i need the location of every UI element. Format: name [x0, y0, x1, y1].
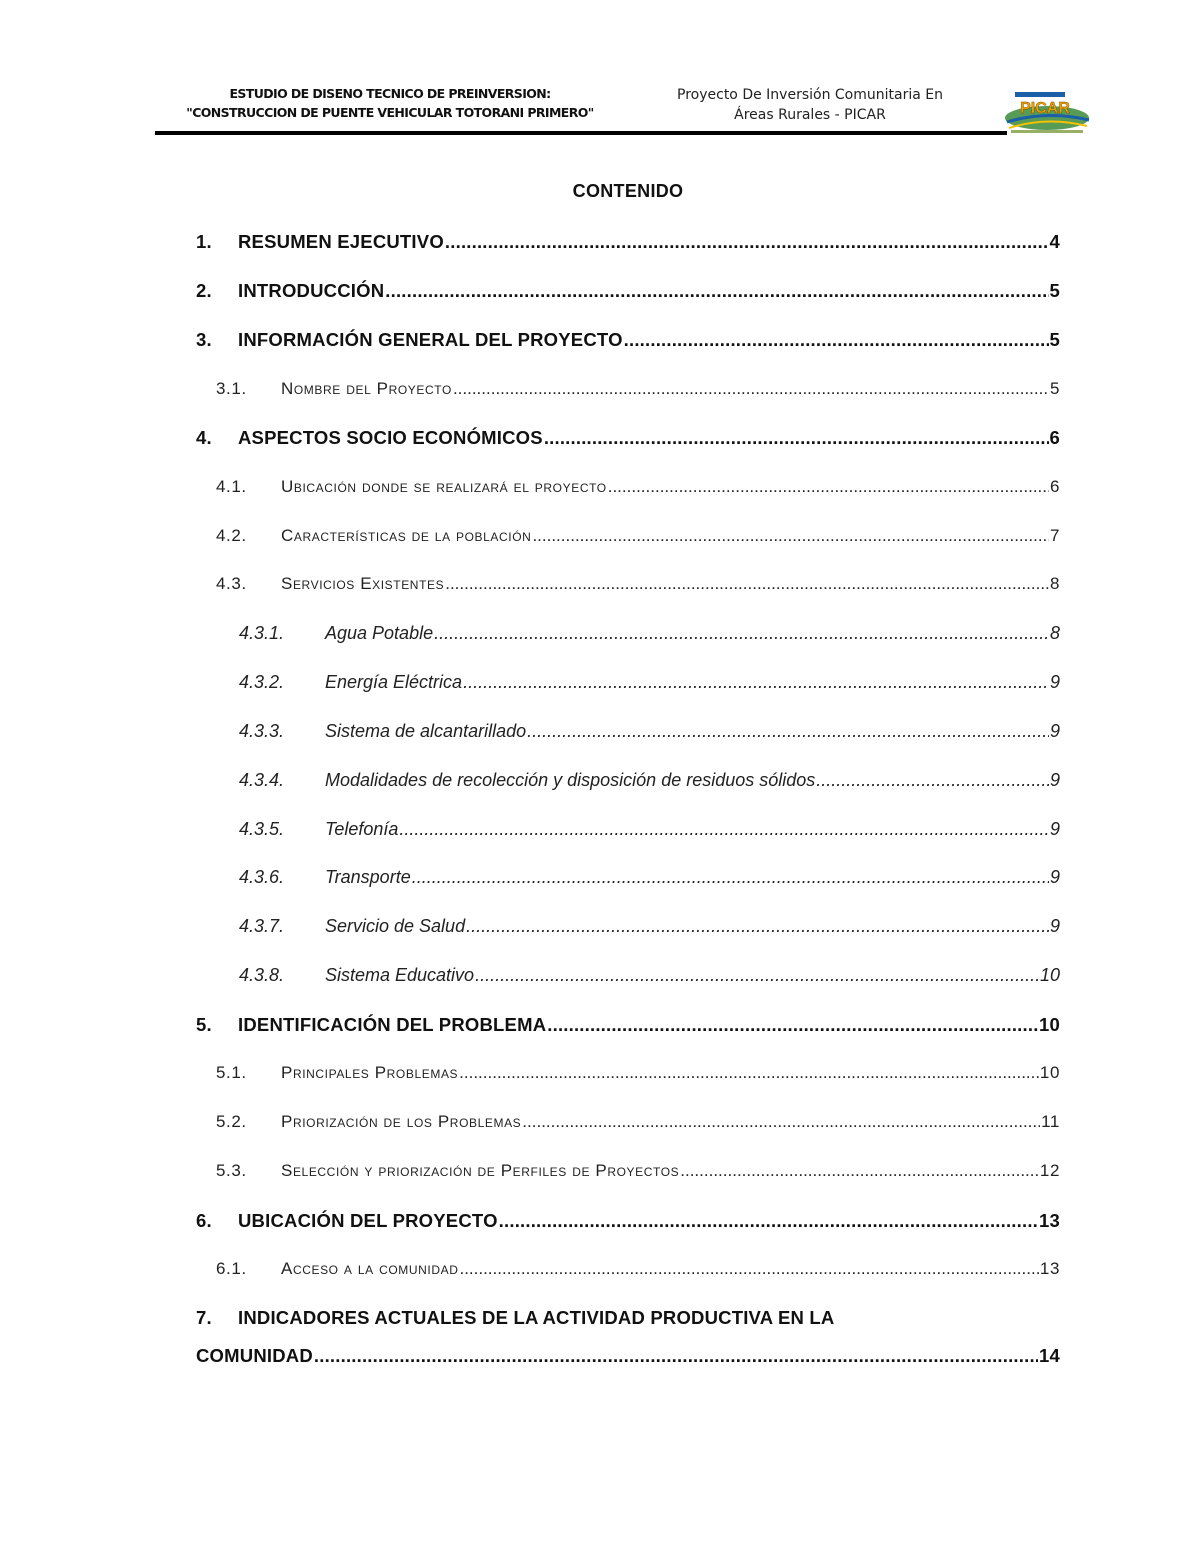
toc-entry-text: Transporte [325, 867, 411, 887]
toc-entry-page: 5 [1049, 280, 1060, 301]
toc-entry-number: 6. [196, 1210, 212, 1231]
toc-entry[interactable] [0, 867, 1200, 893]
toc-entry-text: INFORMACIÓN GENERAL DEL PROYECTO [238, 329, 623, 350]
toc-entry-number: 5. [196, 1014, 212, 1035]
toc-entry-page: 5 [1049, 379, 1060, 398]
toc-entry-page: 10 [1039, 1063, 1060, 1082]
toc-entry-page: 8 [1049, 623, 1060, 643]
toc-entry-number: 5.3. [216, 1161, 247, 1180]
dot-leader [499, 1210, 1038, 1232]
toc-entry[interactable] [0, 1259, 1200, 1285]
toc-entry[interactable] [0, 1014, 1200, 1040]
toc-entry[interactable] [0, 1210, 1200, 1236]
dot-leader [522, 1112, 1040, 1132]
dot-leader [445, 574, 1049, 594]
toc-entry-page: 8 [1049, 574, 1060, 593]
toc-entry-page: 10 [1039, 1014, 1060, 1035]
toc-entry-page: 9 [1049, 867, 1060, 887]
toc-entry[interactable] [0, 916, 1200, 942]
dot-leader [816, 770, 1049, 791]
toc-entry-page: 9 [1049, 672, 1060, 692]
toc-entry-number: 4.3. [216, 574, 247, 593]
toc-entry[interactable] [0, 477, 1200, 503]
toc-entry-number: 4.3.7. [239, 916, 285, 936]
toc-entry-number: 1. [196, 231, 212, 252]
toc-entry-text: Energía Eléctrica [325, 672, 463, 692]
toc-entry-text: Sistema Educativo [325, 965, 475, 985]
toc-entry-page: 9 [1049, 916, 1060, 936]
toc-entry[interactable] [0, 280, 1200, 306]
toc-entry-page: 9 [1049, 721, 1060, 741]
toc-entry-last-line2[interactable] [196, 1345, 1060, 1367]
toc-entry-page: 9 [1049, 819, 1060, 839]
header-study-line1: ESTUDIO DE DISENO TECNICO DE PREINVERSION: [229, 86, 551, 101]
toc-entry-text: COMUNIDAD [196, 1345, 313, 1366]
toc-entry-text: Servicio de Salud [325, 916, 466, 936]
toc-entry[interactable] [0, 574, 1200, 600]
header-study-title [150, 84, 630, 122]
dot-leader [459, 1259, 1038, 1279]
toc-entry-last-line1[interactable] [196, 1307, 834, 1329]
toc-entry-page: 4 [1049, 231, 1060, 252]
toc-entry-text: Servicios Existentes [281, 574, 445, 593]
toc-entry-text: Ubicación donde se realizará el proyecto [281, 477, 607, 496]
toc-entry-number: 4.3.4. [239, 770, 285, 790]
toc-entry-text: Agua Potable [325, 623, 434, 643]
dot-leader [544, 427, 1049, 449]
toc-entry-page: 13 [1039, 1259, 1060, 1278]
toc-entry[interactable] [0, 427, 1200, 453]
toc-entry-text: Características de la población [281, 526, 532, 545]
toc-entry-number: 4.3.8. [239, 965, 285, 985]
toc-entry-number: 4.3.1. [239, 623, 285, 643]
dot-leader [314, 1345, 1038, 1367]
toc-entry-page: 7 [1049, 526, 1060, 545]
toc-entry-page: 6 [1049, 427, 1060, 448]
toc-entry-page: 9 [1049, 770, 1060, 790]
toc-entry-text: IDENTIFICACIÓN DEL PROBLEMA [238, 1014, 547, 1035]
dot-leader [532, 526, 1049, 546]
toc-entry-number: 4. [196, 427, 212, 448]
toc-entry-page: 6 [1049, 477, 1060, 496]
toc-entry-number: 4.1. [216, 477, 247, 496]
toc-entry-text: Modalidades de recolección y disposición de residuos sólidos [325, 770, 816, 790]
toc-title: CONTENIDO [572, 181, 684, 201]
toc-entry[interactable] [0, 1112, 1200, 1138]
dot-leader [463, 672, 1049, 693]
dot-leader [608, 477, 1049, 497]
dot-leader [680, 1161, 1039, 1181]
toc-entry[interactable] [0, 1063, 1200, 1089]
toc-entry-page: 14 [1039, 1345, 1060, 1366]
picar-logo-text: PICAR [1020, 100, 1070, 117]
toc-entry[interactable] [0, 231, 1200, 257]
picar-logo [1003, 86, 1091, 138]
toc-entry-text: Telefonía [325, 819, 399, 839]
toc-entry[interactable] [0, 672, 1200, 698]
toc-entry-text: ASPECTOS SOCIO ECONÓMICOS [238, 427, 543, 448]
toc-entry-page: 13 [1039, 1210, 1060, 1231]
toc-entry-number: 4.3.3. [239, 721, 285, 741]
toc-entry-number: 4.2. [216, 526, 247, 545]
toc-entry-text: Selección y priorización de Perfiles de Proyectos [281, 1161, 680, 1180]
toc-entry-page: 12 [1039, 1161, 1060, 1180]
dot-leader [624, 329, 1049, 351]
dot-leader [453, 379, 1049, 399]
dot-leader [459, 1063, 1039, 1083]
dot-leader [385, 280, 1048, 302]
toc-entry[interactable] [0, 721, 1200, 747]
toc-entry-number: 3. [196, 329, 212, 350]
toc-entry[interactable] [0, 1161, 1200, 1187]
toc-entry-number: 4.3.5. [239, 819, 285, 839]
toc-entry-text: INTRODUCCIÓN [238, 280, 385, 301]
toc-entry[interactable] [0, 329, 1200, 355]
dot-leader [466, 916, 1049, 937]
toc-entry-text: RESUMEN EJECUTIVO [238, 231, 444, 252]
toc-entry-number: 6.1. [216, 1259, 247, 1278]
header-study-line2: "CONSTRUCCION DE PUENTE VEHICULAR TOTORANI PRIMERO" [186, 105, 594, 120]
toc-entry[interactable] [0, 819, 1200, 845]
toc-entry-text: Acceso a la comunidad [281, 1259, 459, 1278]
toc-entry[interactable] [0, 965, 1200, 991]
toc-entry-number: 5.1. [216, 1063, 247, 1082]
toc-entry-number: 5.2. [216, 1112, 247, 1131]
toc-entry-page: 11 [1041, 1112, 1060, 1131]
dot-leader [445, 231, 1049, 253]
dot-leader [475, 965, 1039, 986]
toc-entry-page: 10 [1039, 965, 1060, 985]
toc-entry-number: 4.3.2. [239, 672, 285, 692]
toc-entry-text: UBICACIÓN DEL PROYECTO [238, 1210, 498, 1231]
toc-entry-number: 2. [196, 280, 212, 301]
toc-entry[interactable] [0, 623, 1200, 649]
toc-entry[interactable] [0, 526, 1200, 552]
toc-entry-number: 7. [196, 1307, 212, 1328]
toc-entry[interactable] [0, 770, 1200, 796]
toc-entry-text: Principales Problemas [281, 1063, 459, 1082]
dot-leader [434, 623, 1049, 644]
toc-entry[interactable] [0, 379, 1200, 405]
header-program-line1: Proyecto De Inversión Comunitaria En [677, 87, 943, 103]
toc-entry-number: 4.3.6. [239, 867, 285, 887]
toc-entry-number: 3.1. [216, 379, 247, 398]
toc-entry-text: Nombre del Proyecto [281, 379, 452, 398]
dot-leader [399, 819, 1049, 840]
header-rule [155, 131, 1007, 135]
toc-entry-page: 5 [1049, 329, 1060, 350]
header-program-line2: Áreas Rurales - PICAR [734, 107, 886, 123]
dot-leader [412, 867, 1049, 888]
toc-entry-text: Priorización de los Problemas [281, 1112, 522, 1131]
dot-leader [527, 721, 1049, 742]
toc-entry-text: Sistema de alcantarillado [325, 721, 527, 741]
dot-leader [547, 1014, 1038, 1036]
toc-entry-text: INDICADORES ACTUALES DE LA ACTIVIDAD PRODUCTIVA EN LA [238, 1307, 835, 1328]
header-program-title [640, 85, 980, 125]
